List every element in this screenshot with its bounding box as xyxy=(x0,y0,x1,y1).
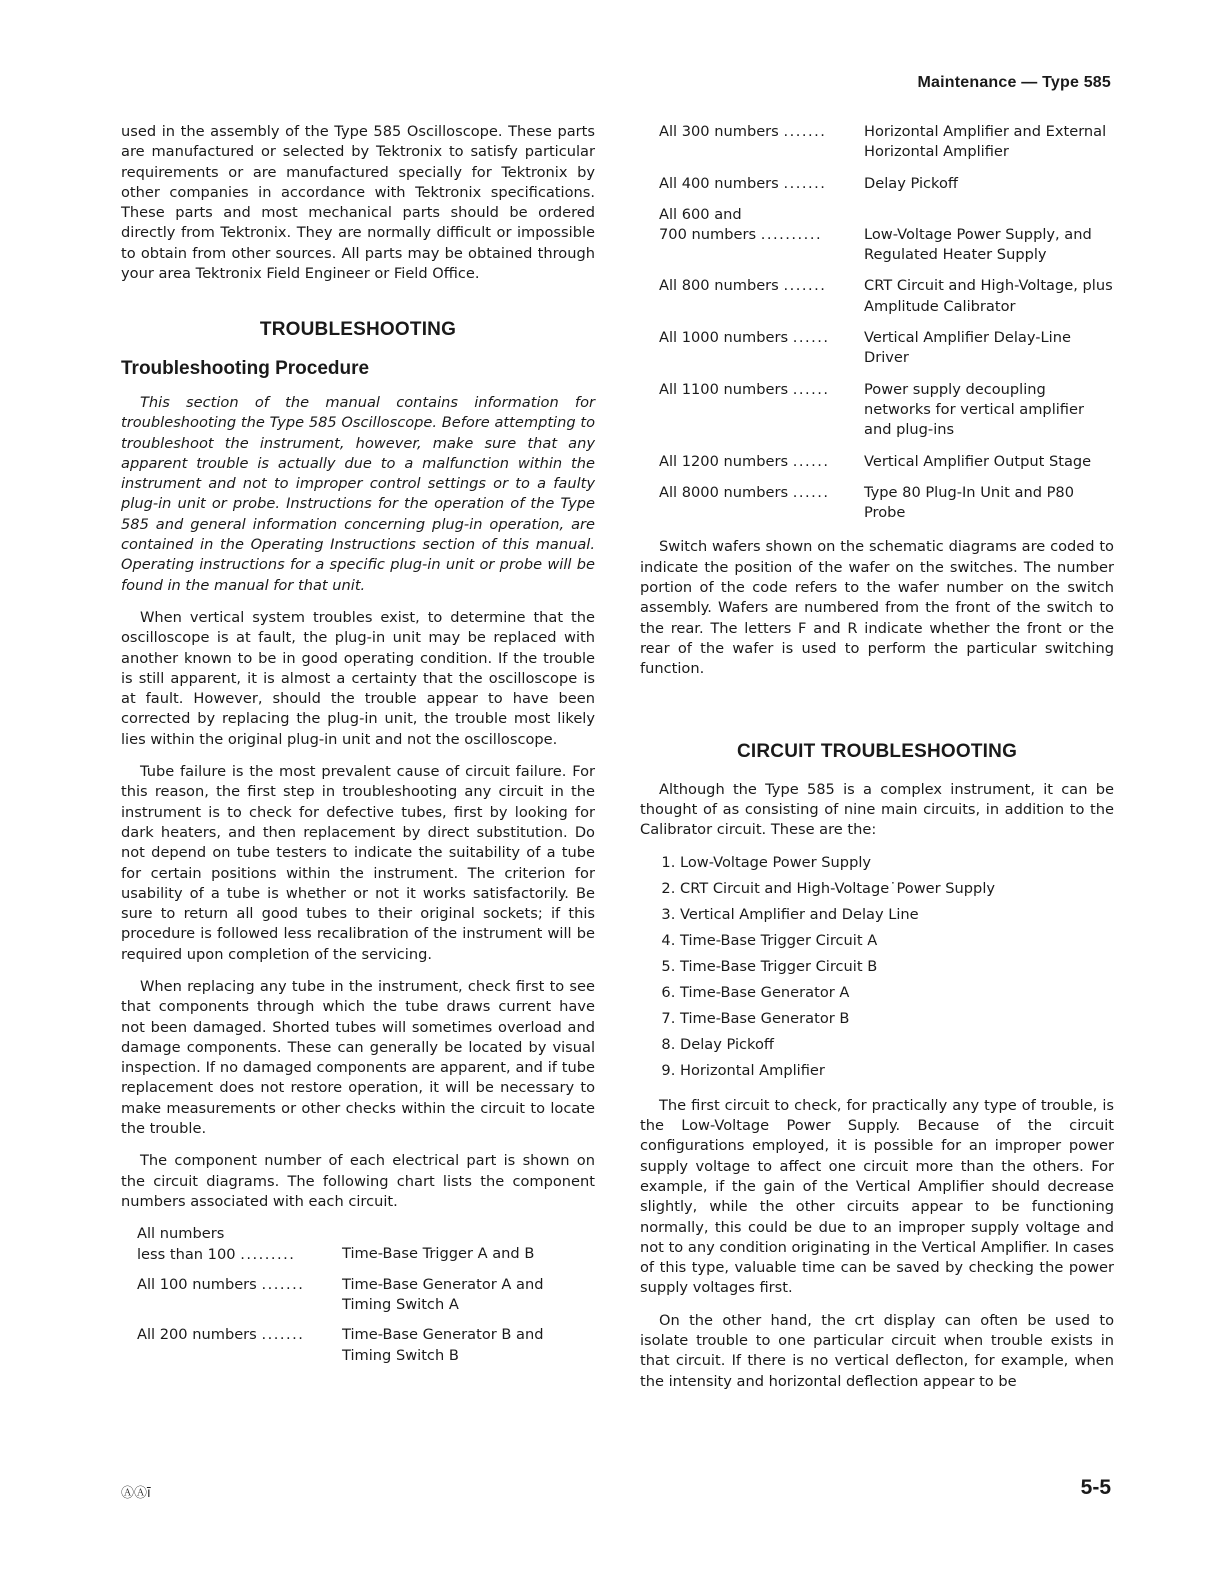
list-item: 4. Time-Base Trigger Circuit A xyxy=(680,931,1114,951)
leader-dots: ...... xyxy=(792,483,830,501)
component-table-right xyxy=(659,122,1114,523)
table-row xyxy=(659,380,1114,441)
paragraph-nine-circuits: Although the Type 585 is a complex instrument, it can be thought of as consisting of nine main circuits, in addition to the Calibrator circuit. These are the: xyxy=(640,780,1114,839)
table-key: All 300 numbers xyxy=(659,123,779,140)
table-row xyxy=(137,1275,595,1316)
footer-code: ⒶⒶī xyxy=(121,1486,151,1501)
section-heading-circuit-troubleshooting: CIRCUIT TROUBLESHOOTING xyxy=(736,740,1018,762)
table-key: All 600 and xyxy=(659,205,742,223)
list-item: 2. CRT Circuit and High-Voltage˙Power Supply xyxy=(680,879,1114,899)
paragraph-crt-display: On the other hand, the crt display can often be used to isolate trouble to one particular circuit when trouble exists in that circuit. If there is no vertical deflecton, for example, when the intensity and horizontal deflection appear to be xyxy=(640,1311,1114,1390)
table-value: CRT Circuit and High-Voltage, plus Amplitude Calibrator xyxy=(864,277,1113,315)
table-value: Horizontal Amplifier and External Horizontal Amplifier xyxy=(864,123,1107,161)
left-column xyxy=(121,122,595,1378)
component-table-left xyxy=(137,1224,595,1366)
paragraph-replacing-tube: When replacing any tube in the instrument, check first to see that components through which the tube draws current have not been damaged. Shorted tubes will sometimes overload and damage components. These can generally be located by visual inspection. If no damaged components are apparent, and if tube replacement does not restore operation, it will be necessary to make measurements or other checks within the circuit to locate the trouble. xyxy=(121,977,595,1138)
table-key: All numbers xyxy=(137,1225,225,1243)
table-value: Delay Pickoff xyxy=(864,174,958,192)
list-item: 3. Vertical Amplifier and Delay Line xyxy=(680,905,1114,925)
section-heading-troubleshooting: TROUBLESHOOTING xyxy=(259,319,457,341)
leader-dots: ...... xyxy=(792,452,830,470)
list-item: 6. Time-Base Generator A xyxy=(680,983,1114,1003)
table-row xyxy=(659,205,1114,266)
table-key: All 1000 numbers xyxy=(659,329,789,347)
circuit-list xyxy=(640,853,1114,1082)
table-row xyxy=(659,276,1114,317)
table-value: Vertical Amplifier Delay-Line Driver xyxy=(864,329,1071,367)
leader-dots: ....... xyxy=(261,1326,305,1344)
leader-dots: ...... xyxy=(792,329,830,347)
right-column xyxy=(640,122,1114,1404)
list-item: 9. Horizontal Amplifier xyxy=(680,1061,1114,1081)
paragraph-first-circuit: The first circuit to check, for practically any type of trouble, is the Low-Voltage Power Supply. Because of the circuit configurations employed, it is possible for an improper power supply voltage to affect one circuit more than the others. For example, if the gain of the Vertical Amplifier should decrease slightly, while the other circuits appear to be functioning normally, this could be due to an improper supply voltage and not to any condition originating in the Vertical Amplifier. In cases of this type, valuable time can be saved by checking the power supply voltages first. xyxy=(640,1096,1114,1297)
table-row xyxy=(137,1325,595,1366)
leader-dots: ....... xyxy=(261,1275,305,1293)
table-key: All 400 numbers xyxy=(659,174,779,192)
list-item: 5. Time-Base Trigger Circuit B xyxy=(680,957,1114,977)
table-value: Type 80 Plug-In Unit and P80 Probe xyxy=(864,483,1075,522)
list-item: 7. Time-Base Generator B xyxy=(680,1009,1114,1029)
table-key: All 100 numbers xyxy=(137,1275,257,1293)
leader-dots: ....... xyxy=(783,277,827,295)
paragraph-component-number: The component number of each electrical part is shown on the circuit diagrams. The following chart lists the component numbers associated with each circuit. xyxy=(121,1152,595,1210)
table-value: Time-Base Trigger A and B xyxy=(342,1245,535,1263)
table-key: All 800 numbers xyxy=(659,277,779,295)
table-row xyxy=(659,483,1114,524)
table-value: Low-Voltage Power Supply, and Regulated Heater Supply xyxy=(864,225,1092,264)
table-key: All 1100 numbers xyxy=(659,380,789,398)
leader-dots: ....... xyxy=(783,174,827,192)
leader-dots: ......... xyxy=(240,1245,296,1263)
table-key: All 8000 numbers xyxy=(659,483,789,501)
table-row xyxy=(137,1224,595,1265)
leader-dots: ...... xyxy=(792,380,830,398)
page-header: Maintenance — Type 585 xyxy=(917,74,1111,91)
table-row xyxy=(659,174,1114,194)
table-row xyxy=(659,328,1114,369)
table-key: All 200 numbers xyxy=(137,1326,257,1344)
intro-paragraph: used in the assembly of the Type 585 Oscilloscope. These parts are manufactured or selected by Tektronix to satisfy particular requirements or are manufactured specially for Tektronix by other companies in accordance with Tektronix specifications. These parts and most mechanical parts should be ordered directly from Tektronix. They are normally difficult or impossible to obtain from other sources. All parts may be obtained through your area Tektronix Field Engineer or Field Office. xyxy=(121,123,595,283)
table-key-cont: less than 100 xyxy=(137,1245,236,1263)
table-key-cont: 700 numbers xyxy=(659,226,757,244)
table-value: Vertical Amplifier Output Stage xyxy=(864,452,1092,470)
page-number: 5-5 xyxy=(1080,1476,1111,1499)
table-value: Power supply decoupling networks for vertical amplifier and plug-ins xyxy=(864,380,1084,439)
list-item: 1. Low-Voltage Power Supply xyxy=(680,853,1114,873)
paragraph-vertical-troubles: When vertical system troubles exist, to determine that the oscilloscope is at fault, the plug-in unit may be replaced with another known to be in good operating condition. If the trouble is still apparent, it is almost a certainty that the oscilloscope is at fault. However, should the trouble appear to have been corrected by replacing the plug-in unit, the trouble most likely lies within the original plug-in unit and not the oscilloscope. xyxy=(121,608,595,748)
table-row xyxy=(659,452,1114,472)
list-item: 8. Delay Pickoff xyxy=(680,1035,1114,1055)
paragraph-section-info: This section of the manual contains information for troubleshooting the Type 585 Oscilloscope. Before attempting to troubleshoot the instrument, however, make sure that any apparent trouble is actually due to a malfunction within the instrument and not to improper control settings or to a faulty plug-in unit or probe. Instructions for the operation of the Type 585 and general information concerning plug-in operation, are contained in the Operating Instructions section of this manual. Operating instructions for a specific plug-in unit or probe will be found in the manual for that unit. xyxy=(121,393,595,594)
table-key: All 1200 numbers xyxy=(659,452,789,470)
table-value: Time-Base Generator A and Timing Switch A xyxy=(342,1275,544,1314)
leader-dots: ....... xyxy=(783,123,827,140)
paragraph-tube-failure: Tube failure is the most prevalent cause of circuit failure. For this reason, the first step in troubleshooting any circuit in the instrument is to check for defective tubes, first by looking for dark heaters, and then replacement by direct substitution. Do not depend on tube testers to indicate the suitability of a tube for certain positions within the instrument. The criterion for usability of a tube is whether or not it works satisfactorily. Be sure to return all good tubes to their original sockets; if this procedure is followed less recalibration of the instrument will be required upon completion of the servicing. xyxy=(121,763,595,963)
paragraph-switch-wafers: Switch wafers shown on the schematic diagrams are coded to indicate the position of the wafer on the switches. The number portion of the code refers to the wafer number on the switch assembly. Wafers are numbered from the front of the switch to the rear. The letters F and R indicate whether the front or the rear of the wafer is used to perform the particular switching function. xyxy=(640,538,1114,678)
table-row xyxy=(659,122,1114,163)
subheading-procedure: Troubleshooting Procedure xyxy=(121,357,370,379)
leader-dots: .......... xyxy=(760,226,823,244)
table-value: Time-Base Generator B and Timing Switch B xyxy=(342,1326,544,1364)
